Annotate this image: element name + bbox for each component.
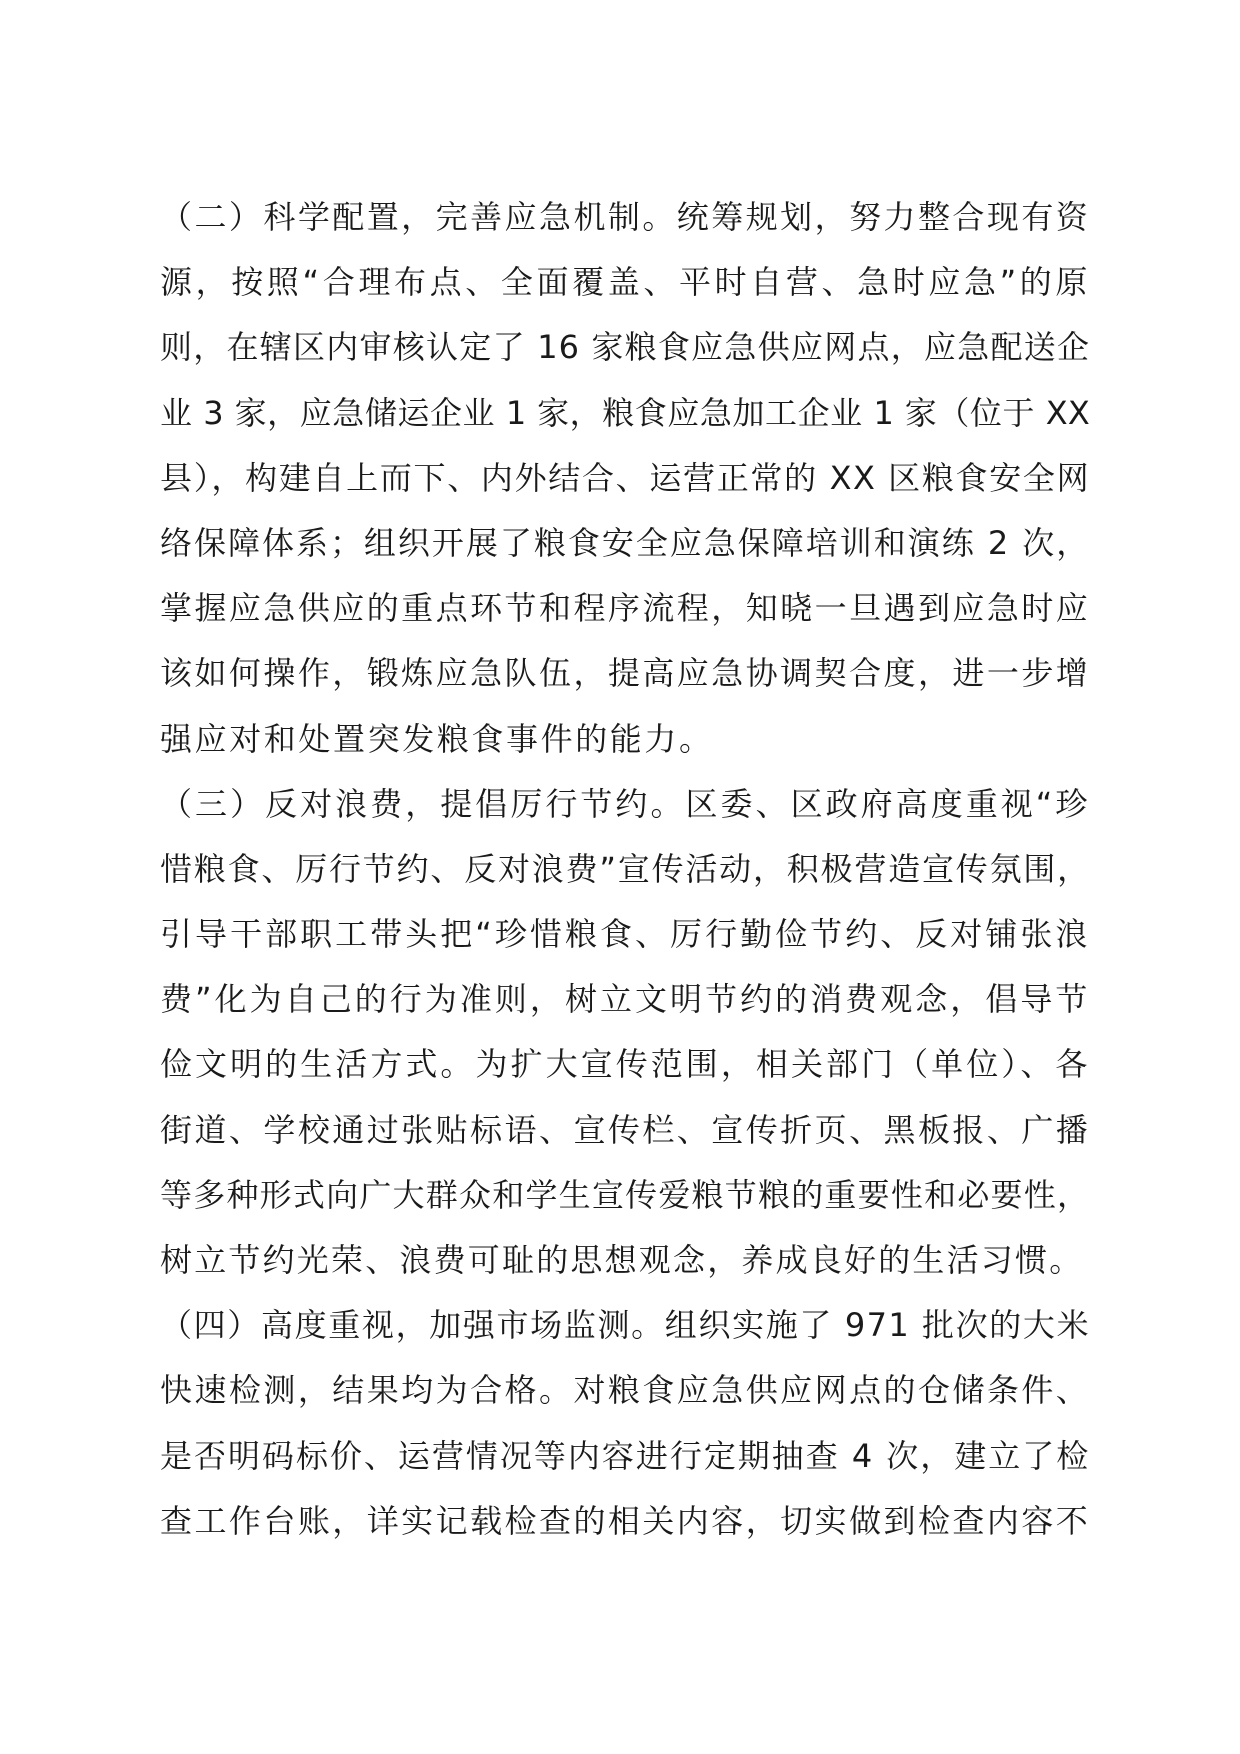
text-line: 快速检测，结果均为合格。对粮食应急供应网点的仓储条件、	[160, 1371, 1090, 1410]
text-line: （四）高度重视，加强市场监测。组织实施了 971 批次的大米	[160, 1306, 1090, 1345]
text-line: 该如何操作，锻炼应急队伍，提高应急协调契合度，进一步增	[160, 654, 1090, 693]
text-line: 源，按照“合理布点、全面覆盖、平时自营、急时应急”的原	[160, 263, 1090, 302]
document-body	[160, 185, 1090, 1554]
text-line: 强应对和处置突发粮食事件的能力。	[160, 719, 714, 758]
text-line: 是否明码标价、运营情况等内容进行定期抽查 4 次，建立了检	[160, 1436, 1090, 1475]
text-line: 树立节约光荣、浪费可耻的思想观念，养成良好的生活习惯。	[160, 1241, 1084, 1279]
text-line: 惜粮食、厉行节约、反对浪费”宣传活动，积极营造宣传氛围，	[160, 849, 1091, 888]
text-line: 县），构建自上而下、内外结合、运营正常的 XX 区粮食安全网	[160, 458, 1090, 497]
text-line: 则，在辖区内审核认定了 16 家粮食应急供应网点，应急配送企	[160, 328, 1090, 367]
text-line: （三）反对浪费，提倡厉行节约。区委、区政府高度重视“珍	[160, 784, 1090, 823]
text-line: 街道、学校通过张贴标语、宣传栏、宣传折页、黑板报、广播	[160, 1110, 1090, 1149]
text-line: （二）科学配置，完善应急机制。统筹规划，努力整合现有资	[160, 198, 1090, 236]
text-line: 络保障体系；组织开展了粮食安全应急保障培训和演练 2 次，	[160, 523, 1090, 562]
text-line: 掌握应急供应的重点环节和程序流程，知晓一旦遇到应急时应	[160, 589, 1090, 628]
text-line: 引导干部职工带头把“珍惜粮食、厉行勤俭节约、反对铺张浪	[160, 915, 1090, 954]
text-line: 等多种形式向广大群众和学生宣传爱粮节粮的重要性和必要性，	[160, 1175, 1090, 1214]
text-line: 业 3 家，应急储运企业 1 家，粮食应急加工企业 1 家（位于 XX	[160, 393, 1090, 432]
text-line: 查工作台账，详实记载检查的相关内容，切实做到检查内容不	[160, 1501, 1090, 1540]
text-line: 俭文明的生活方式。为扩大宣传范围，相关部门（单位）、各	[160, 1045, 1090, 1084]
text-line: 费”化为自己的行为准则，树立文明节约的消费观念，倡导节	[160, 980, 1090, 1019]
